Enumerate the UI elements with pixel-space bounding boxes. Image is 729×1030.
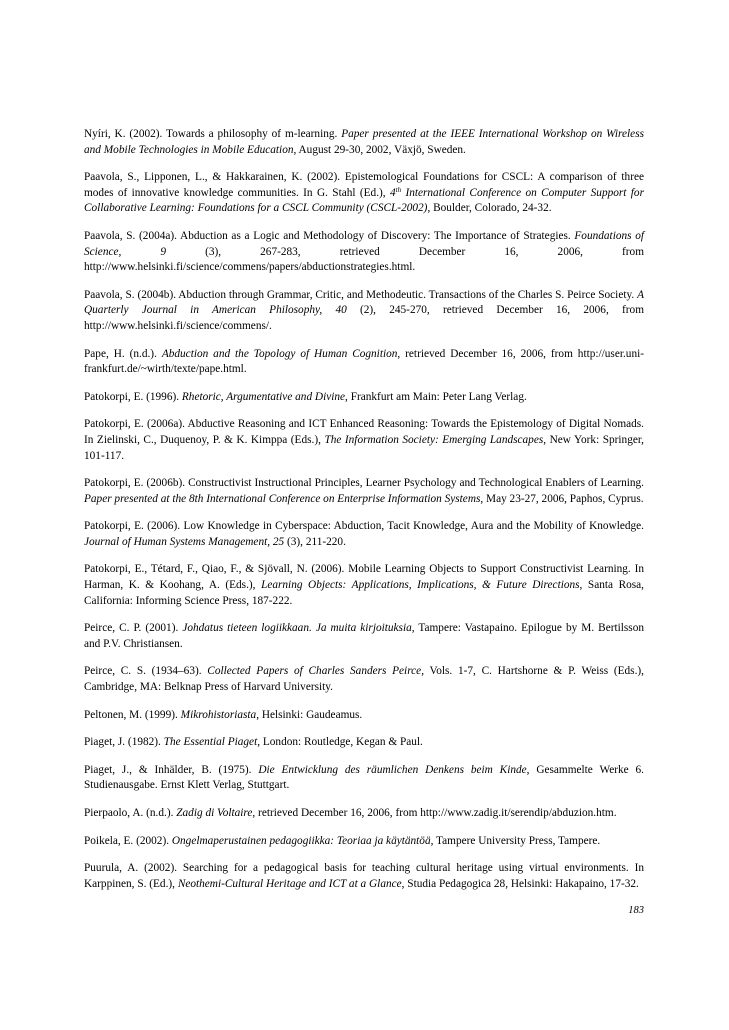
reference-list xyxy=(84,127,644,904)
reference-entry xyxy=(84,390,644,406)
reference-title-text: Paper presented at the IEEE International Workshop on Wireless and Mobile Technologies in Mobile Education xyxy=(84,128,644,156)
reference-text: Poikela, E. (2002). xyxy=(84,834,172,847)
reference-entry xyxy=(84,735,644,751)
reference-text: Patokorpi, E. (1996). xyxy=(84,390,182,403)
reference-title-text: The Essential Piaget xyxy=(163,736,258,749)
reference-title-text: International Conference on Computer Support for Collaborative Learning: Foundations for a CSCL Community (CSCL-2002) xyxy=(84,186,644,215)
reference-title-text: Abduction and the Topology of Human Cognition xyxy=(161,347,398,360)
reference-text: , May 23-27, 2006, Paphos, Cyprus. xyxy=(480,492,644,505)
reference-title-text: Neothemi-Cultural Heritage and ICT at a Glance xyxy=(177,877,402,890)
reference-entry xyxy=(84,288,644,335)
reference-text: , Boulder, Colorado, 24-32. xyxy=(427,202,552,215)
reference-title-text: 4 xyxy=(389,186,396,199)
reference-text: (3), 211-220. xyxy=(284,535,346,548)
reference-title-text: Mikrohistoriasta xyxy=(180,708,257,721)
reference-title-text: Collected Papers of Charles Sanders Peirce xyxy=(207,665,422,678)
reference-text: Pierpaolo, A. (n.d.). xyxy=(84,807,177,819)
reference-title-text: Rhetoric, Argumentative and Divine xyxy=(181,390,346,403)
reference-text: , London: Routledge, Kegan & Paul. xyxy=(257,736,423,749)
reference-entry xyxy=(84,519,644,550)
reference-entry xyxy=(84,127,644,158)
reference-text: , retrieved December 16, 2006, from http://user.uni-frankfurt.de/~wirth/texte/pape.html. xyxy=(84,347,644,376)
reference-text: (2), 245-270, retrieved December 16, 2006, from http://www.helsinki.fi/science/commens/. xyxy=(84,304,644,332)
reference-entry xyxy=(84,621,644,652)
reference-entry xyxy=(84,763,644,794)
reference-title-text: Die Entwicklung des räumlichen Denkens beim Kinde xyxy=(258,763,527,776)
reference-text: Patokorpi, E. (2006a). Abductive Reasoning and ICT Enhanced Reasoning: Towards the Epistemology of Digital Nomads. In Zielinski, C., Duquenoy, P. & K. Kimppa (Eds.), xyxy=(84,418,644,446)
reference-entry xyxy=(84,806,644,822)
page-number: 183 xyxy=(628,905,644,916)
reference-title-text: Ongelmaperustainen pedagogiikka: Teoriaa ja käytäntöä xyxy=(171,834,431,847)
reference-text: , Frankfurt am Main: Peter Lang Verlag. xyxy=(345,390,527,403)
reference-text: , Tampere University Press, Tampere. xyxy=(430,834,601,847)
reference-text: Paavola, S. (2004a). Abduction as a Logic and Methodology of Discovery: The Importance of Strategies. xyxy=(84,229,575,242)
reference-title-text: The Information Society: Emerging Landscapes xyxy=(324,433,544,446)
superscript-text: th xyxy=(395,185,402,194)
reference-text: Peirce, C. S. (1934–63). xyxy=(84,665,208,678)
reference-text: Peltonen, M. (1999). xyxy=(84,708,181,721)
reference-text: Paavola, S. (2004b). Abduction through Grammar, Critic, and Methodeutic. Transactions of the Charles S. Peirce Society. xyxy=(84,288,638,301)
reference-text: Patokorpi, E. (2006b). Constructivist Instructional Principles, Learner Psychology and Technological Enablers of Learning. xyxy=(84,477,644,490)
reference-text: , Santa Rosa, California: Informing Science Press, 187-222. xyxy=(84,579,645,607)
reference-text: Peirce, C. P. (2001). xyxy=(84,622,183,635)
reference-title-text: Learning Objects: Applications, Implications, & Future Directions xyxy=(261,579,580,592)
reference-text: , retrieved December 16, 2006, from http://www.zadig.it/serendip/abduzion.htm. xyxy=(252,807,617,819)
reference-title-text: Zadig di Voltaire xyxy=(176,807,253,819)
reference-entry xyxy=(84,229,644,276)
reference-text: , Gesammelte Werke 6. Studienausgabe. Ernst Klett Verlag, Stuttgart. xyxy=(84,763,644,792)
reference-entry xyxy=(84,861,644,892)
reference-text: Piaget, J. (1982). xyxy=(84,736,164,749)
reference-text: Patokorpi, E. (2006). Low Knowledge in Cyberspace: Abduction, Tacit Knowledge, Aura and the Mobility of Knowledge. xyxy=(84,520,644,533)
reference-title-text: Foundations of Science, 9 xyxy=(84,229,644,258)
reference-text: Patokorpi, E., Tétard, F., Qiao, F., & Sjövall, N. (2006). Mobile Learning Objects to Support Constructivist Learning. In Harman, K. & Koohang, A. (Eds.), xyxy=(84,563,644,592)
reference-text: Piaget, J., & Inhälder, B. (1975). xyxy=(84,763,259,776)
reference-entry xyxy=(84,834,644,850)
reference-text: Nyíri, K. (2002). Towards a philosophy of m-learning. xyxy=(84,128,342,140)
reference-title-text: Paper presented at the 8th International Conference on Enterprise Information Systems xyxy=(84,492,481,505)
reference-text: , Tampere: Vastapaino. Epilogue by M. Bertilsson and P.V. Christiansen. xyxy=(84,622,644,650)
reference-text: Puurula, A. (2002). Searching for a pedagogical basis for teaching cultural heritage using virtual environments. In Karppinen, S. (Ed.), xyxy=(84,862,644,890)
reference-text: , New York: Springer, 101-117. xyxy=(84,433,645,462)
reference-text: , August 29-30, 2002, Växjö, Sweden. xyxy=(293,143,466,156)
reference-entry xyxy=(84,562,644,609)
reference-text: Pape, H. (n.d.). xyxy=(84,347,162,360)
reference-text: Paavola, S., Lipponen, L., & Hakkarainen, K. (2002). Epistemological Foundations for CSCL: A comparison of three modes of innovative knowledge communities. In G. Stahl (Ed.), xyxy=(84,171,644,199)
reference-entry xyxy=(84,476,644,507)
reference-title-text: Journal of Human Systems Management, 25 xyxy=(84,535,285,548)
reference-entry xyxy=(84,417,644,464)
reference-entry xyxy=(84,708,644,724)
reference-text: (3), 267-283, retrieved December 16, 2006, from http://www.helsinki.fi/science/commens/papers/abductionstrategies.html. xyxy=(84,245,644,274)
reference-title-text: A Quarterly Journal in American Philosophy, 40 xyxy=(84,288,644,317)
reference-entry xyxy=(84,347,644,378)
reference-entry xyxy=(84,170,644,217)
reference-text: , Helsinki: Gaudeamus. xyxy=(256,708,363,721)
reference-text: , Studia Pedagogica 28, Helsinki: Hakapaino, 17-32. xyxy=(401,877,639,890)
reference-title-text: Johdatus tieteen logiikkaan. Ja muita kirjoituksia xyxy=(182,622,412,635)
reference-entry xyxy=(84,664,644,695)
reference-text: , Vols. 1-7, C. Hartshorne & P. Weiss (Eds.), Cambridge, MA: Belknap Press of Harvard University. xyxy=(84,665,644,694)
